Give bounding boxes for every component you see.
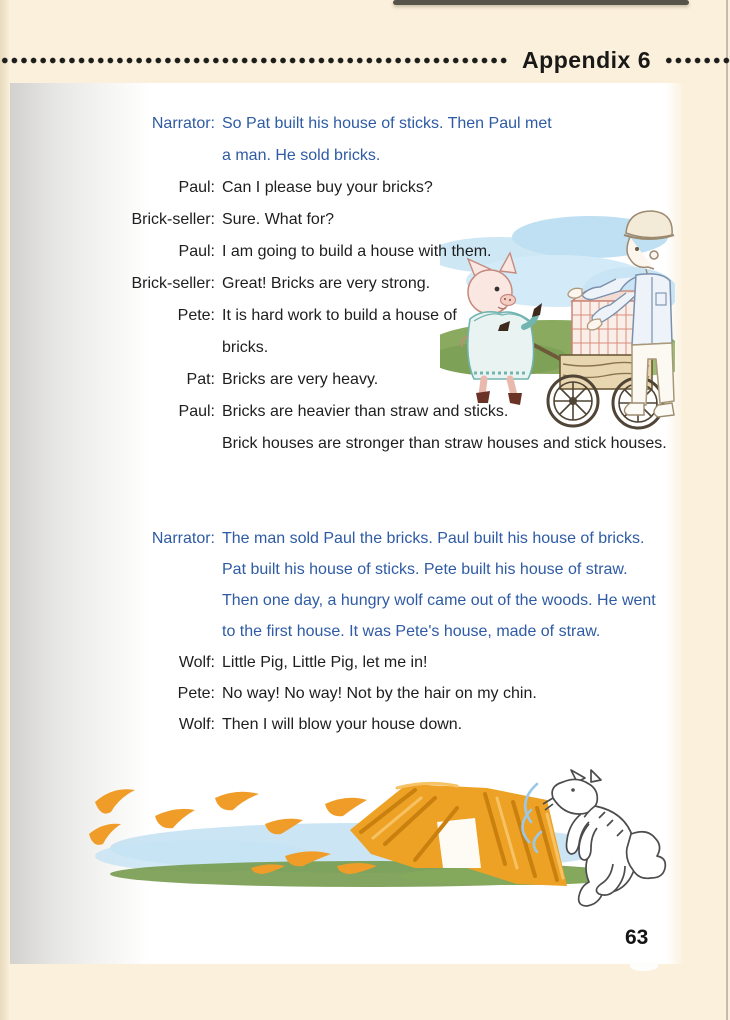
dialogue-entry xyxy=(10,364,724,396)
dialogue-line: Bricks are very heavy. xyxy=(222,371,379,388)
dialogue-lines xyxy=(222,709,724,740)
dialogue-line: Little Pig, Little Pig, let me in! xyxy=(222,654,428,671)
dialogue-lines xyxy=(222,523,724,647)
dialogue-line: Can I please buy your bricks? xyxy=(222,179,433,196)
dialogue-lines xyxy=(222,364,724,396)
speaker-label: Narrator: xyxy=(151,115,215,132)
dialogue-line: Brick houses are stronger than straw houses and stick houses. xyxy=(222,435,667,452)
dialogue-line: It is hard work to build a house of xyxy=(222,307,457,324)
speaker-label: Wolf: xyxy=(178,716,215,733)
dialogue-line: So Pat built his house of sticks. Then Paul met xyxy=(222,115,552,132)
dialogue-lines xyxy=(222,396,724,460)
speaker-label: Paul: xyxy=(178,243,215,260)
speaker-label: Narrator: xyxy=(151,530,215,547)
dialogue-entry xyxy=(10,172,724,204)
dotted-rule-right xyxy=(664,57,730,64)
speaker-label: Pete: xyxy=(177,685,215,702)
dialogue-entry xyxy=(10,300,724,364)
dialogue-entry xyxy=(10,678,724,709)
scan-left-gutter xyxy=(0,0,9,1020)
dialogue-line: Then I will blow your house down. xyxy=(222,716,463,733)
dialogue-entry xyxy=(10,523,724,647)
dialogue-lines xyxy=(222,236,724,268)
speaker-label: Pat: xyxy=(186,371,215,388)
dialogue-lines xyxy=(222,647,724,678)
dialogue-entry xyxy=(10,236,724,268)
dialogue-line: Bricks are heavier than straw and sticks. xyxy=(222,403,509,420)
appendix-title: Appendix 6 xyxy=(522,46,651,73)
appendix-header xyxy=(0,46,730,74)
dialogue-lines xyxy=(222,678,724,709)
dialogue-line: bricks. xyxy=(222,339,269,356)
dialogue-line: Sure. What for? xyxy=(222,211,335,228)
dialogue-line: No way! No way! Not by the hair on my chin. xyxy=(222,685,537,702)
page-curl xyxy=(630,962,658,971)
dialogue-lines xyxy=(222,268,724,300)
top-edge-bar xyxy=(393,0,689,5)
dialogue-line: Then one day, a hungry wolf came out of the woods. He went xyxy=(222,592,656,609)
dialogue-line: a man. He sold bricks. xyxy=(222,147,381,164)
speaker-label: Pete: xyxy=(177,307,215,324)
speaker-label: Wolf: xyxy=(178,654,215,671)
page-edge-line xyxy=(726,0,728,1020)
dialogue-entry xyxy=(10,108,724,172)
page-number: 63 xyxy=(625,926,649,949)
dotted-rule-left xyxy=(0,57,509,64)
dialogue-line: Great! Bricks are very strong. xyxy=(222,275,431,292)
dialogue-entry xyxy=(10,268,724,300)
speaker-label: Brick-seller: xyxy=(131,211,215,228)
dialogue-lines xyxy=(222,172,724,204)
dialogue-block-1 xyxy=(10,108,724,460)
dialogue-lines xyxy=(222,300,724,364)
dialogue-entry xyxy=(10,396,724,460)
speaker-label: Brick-seller: xyxy=(131,275,215,292)
dialogue-entry xyxy=(10,709,724,740)
dialogue-line: Pat built his house of sticks. Pete built his house of straw. xyxy=(222,561,628,578)
dialogue-block-2 xyxy=(10,523,724,740)
speaker-label: Paul: xyxy=(178,403,215,420)
dialogue-entry xyxy=(10,204,724,236)
dialogue-lines xyxy=(222,108,724,172)
dialogue-line: I am going to build a house with them. xyxy=(222,243,492,260)
dialogue-line: The man sold Paul the bricks. Paul built his house of bricks. xyxy=(222,530,645,547)
dialogue-entry xyxy=(10,647,724,678)
straw-blowing-illustration xyxy=(85,768,670,910)
dialogue-line: to the first house. It was Pete's house, made of straw. xyxy=(222,623,601,640)
dialogue-lines xyxy=(222,204,724,236)
speaker-label: Paul: xyxy=(178,179,215,196)
